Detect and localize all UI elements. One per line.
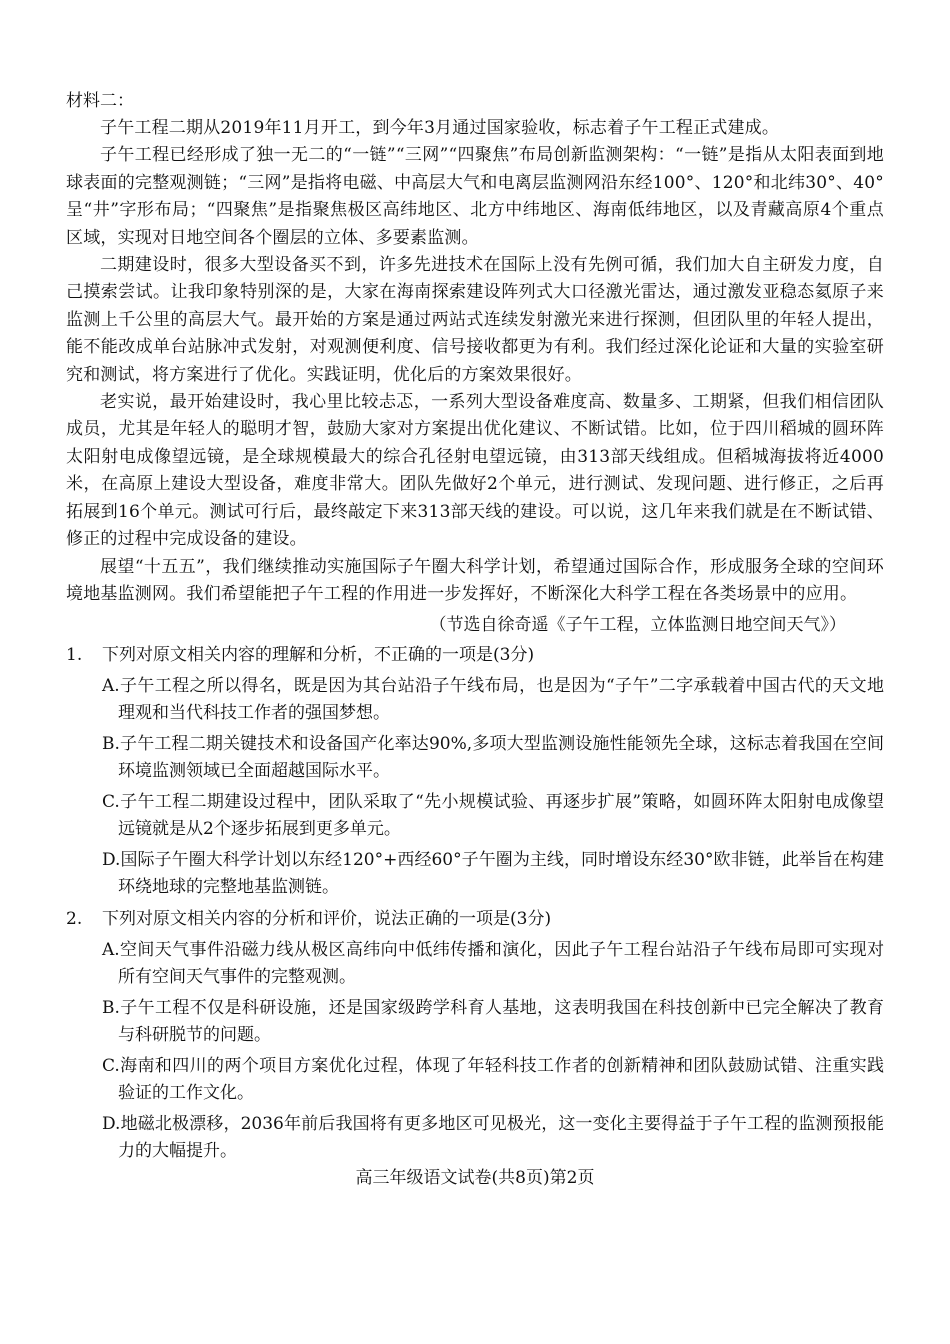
question-2 (66, 905, 884, 1165)
page-footer: 高三年级语文试卷(共8页)第2页 (355, 1168, 595, 1188)
exam-page (66, 88, 884, 1169)
option-c: C.海南和四川的两个项目方案优化过程，体现了年轻科技工作者的创新精神和团队鼓励试错、注重实践验证的工作文化。 (102, 1056, 884, 1104)
option-b: B.子午工程不仅是科研设施，还是国家级跨学科育人基地，这表明我国在科技创新中已完全解决了教育与科研脱节的问题。 (102, 998, 884, 1046)
question-number: 1. (66, 645, 83, 666)
material-paragraph: 展望“十五五”，我们继续推动实施国际子午圈大科学计划，希望通过国际合作，形成服务全球的空间环境地基监测网。我们希望能把子午工程的作用进一步发挥好，不断深化大科学工程在各类场景中的应用。 (66, 556, 884, 604)
material-paragraph: 老实说，最开始建设时，我心里比较忐忑，一系列大型设备难度高、数量多、工期紧，但我们相信团队成员，尤其是年轻人的聪明才智，鼓励大家对方案提出优化建议、不断试错。比如，位于四川稻城的圆环阵太阳射电成像望远镜，是全球规模最大的综合孔径射电望远镜，由313部天线组成。但稻城海拔将近4000米，在高原上建设大型设备，难度非常大。团队先做好2个单元，进行测试、发现问题、进行修正，之后再拓展到16个单元。测试可行后，最终敲定下来313部天线的建设。可以说，这几年来我们就是在不断试错、修正的过程中完成设备的建设。 (66, 392, 884, 550)
question-number: 2. (66, 909, 83, 930)
option-a: A.空间天气事件沿磁力线从极区高纬向中低纬传播和演化，因此子午工程台站沿子午线布局即可实现对所有空间天气事件的完整观测。 (102, 940, 884, 988)
option-b: B.子午工程二期关键技术和设备国产化率达90%,多项大型监测设施性能领先全球，这标志着我国在空间环境监测领域已全面超越国际水平。 (102, 734, 884, 782)
question-text: 下列对原文相关内容的理解和分析，不正确的一项是(3分) (102, 645, 535, 666)
material-paragraph: 子午工程已经形成了独一无二的“一链”“三网”“四聚焦”布局创新监测架构：“一链”是指从太阳表面到地球表面的完整观测链；“三网”是指将电磁、中高层大气和电离层监测网沿东经100°、120°和北纬30°、40°呈“井”字形布局；“四聚焦”是指聚焦极区高纬地区、北方中纬地区、海南低纬地区，以及青藏高原4个重点区域，实现对日地空间各个圈层的立体、多要素监测。 (66, 145, 884, 248)
question-1 (66, 641, 884, 901)
option-d: D.地磁北极漂移，2036年前后我国将有更多地区可见极光，这一变化主要得益于子午工程的监测预报能力的大幅提升。 (102, 1114, 884, 1162)
option-d: D.国际子午圈大科学计划以东经120°+西经60°子午圈为主线，同时增设东经30°欧非链，此举旨在构建环绕地球的完整地基监测链。 (102, 850, 884, 898)
source-citation: （节选自徐奇遥《子午工程，立体监测日地空间天气》） (429, 615, 846, 636)
option-c: C.子午工程二期建设过程中，团队采取了“先小规模试验、再逐步扩展”策略，如圆环阵太阳射电成像望远镜就是从2个逐步拓展到更多单元。 (102, 792, 884, 840)
material-heading: 材料二： (66, 91, 134, 111)
material-paragraph: 子午工程二期从2019年11月开工，到今年3月通过国家验收，标志着子午工程正式建成。 (100, 118, 780, 138)
option-a: A.子午工程之所以得名，既是因为其台站沿子午线布局，也是因为“子午”二字承载着中国古代的天文地理观和当代科技工作者的强国梦想。 (102, 676, 884, 724)
material-paragraph: 二期建设时，很多大型设备买不到，许多先进技术在国际上没有先例可循，我们加大自主研发力度，自己摸索尝试。让我印象特别深的是，大家在海南探索建设阵列式大口径激光雷达，通过激发亚稳态氦原子来监测上千公里的高层大气。最开始的方案是通过两站式连续发射激光来进行探测，但团队里的年轻人提出，能不能改成单台站脉冲式发射，对观测便利度、信号接收都更为有利。我们经过深化论证和大量的实验室研究和测试，将方案进行了优化。实践证明，优化后的方案效果很好。 (66, 255, 884, 385)
question-text: 下列对原文相关内容的分析和评价，说法正确的一项是(3分) (102, 909, 552, 930)
question-stem (66, 905, 884, 933)
question-stem (66, 641, 884, 669)
